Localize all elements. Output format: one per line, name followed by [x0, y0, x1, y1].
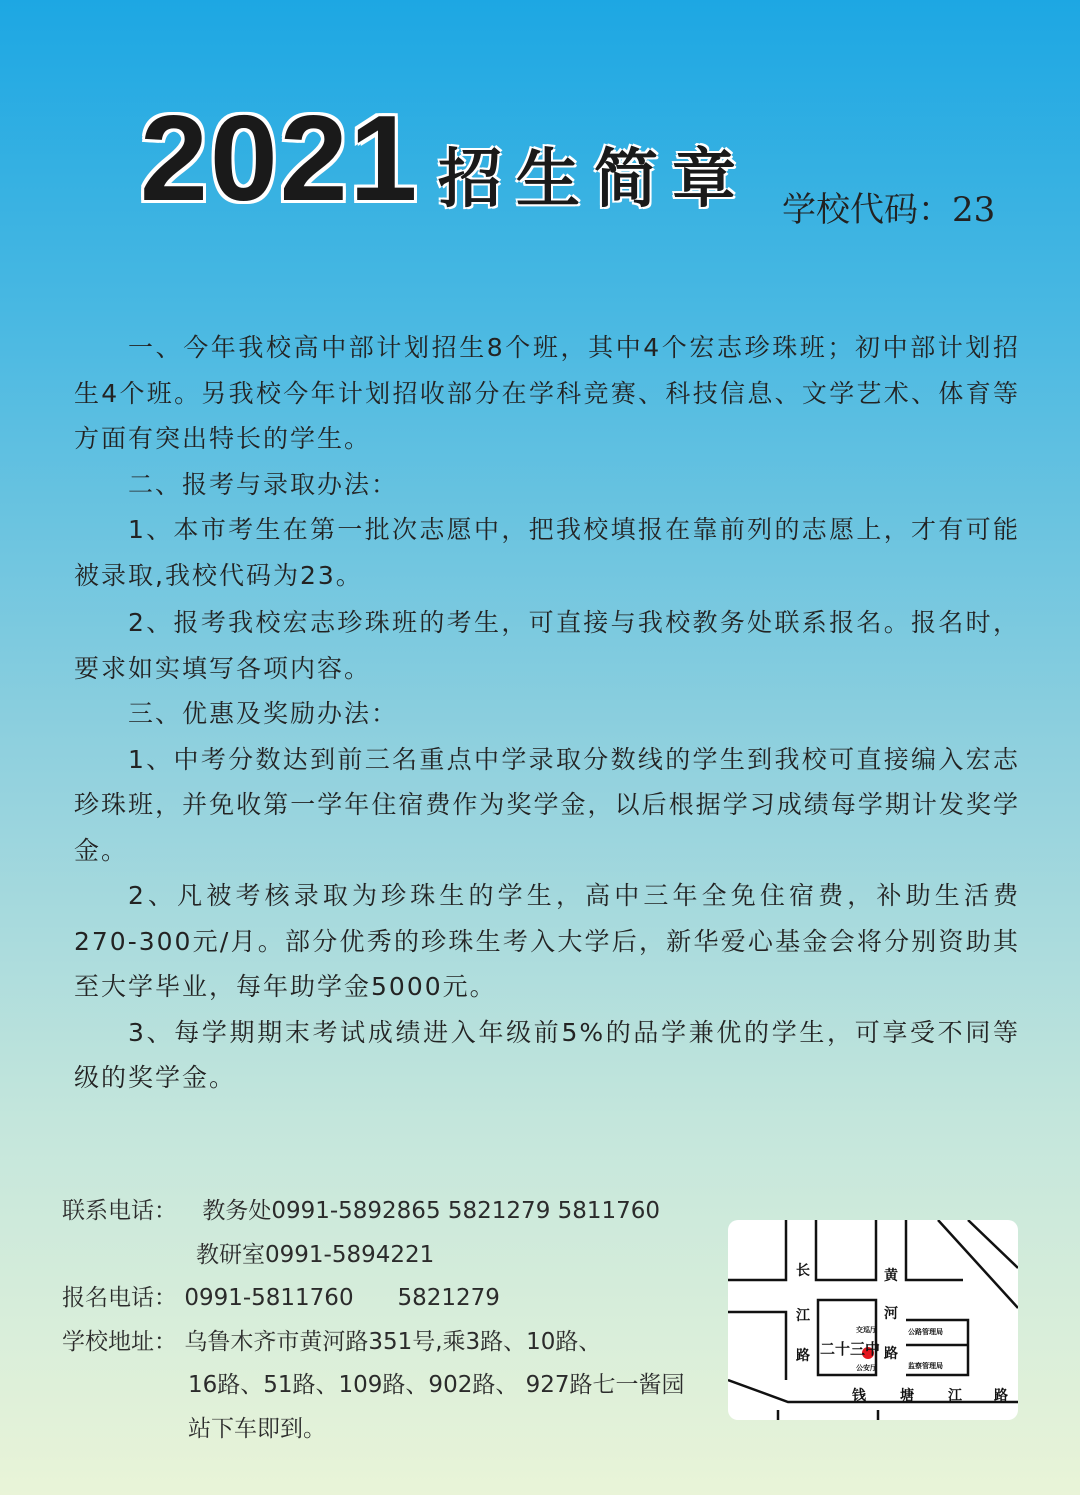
paragraph-1: 一、今年我校高中部计划招生8个班，其中4个宏志珍珠班；初中部计划招生4个班。另我校今年计划招收部分在学科竞赛、科技信息、文学艺术、体育等方面有突出特长的学生。 — [74, 333, 1020, 453]
paragraph-5: 三、优惠及奖励办法： — [128, 699, 399, 728]
road-huanghe-3: 路 — [884, 1346, 898, 1362]
police-hall-label: 公安厅 — [856, 1364, 877, 1372]
address-line-3: 站下车即到。 — [188, 1415, 326, 1442]
location-map — [728, 1220, 1018, 1420]
road-qiantang-2: 塘 — [900, 1388, 914, 1404]
address-label: 学校地址： — [62, 1328, 177, 1355]
road-qiantang-4: 路 — [994, 1388, 1008, 1404]
road-qiantang-1: 钱 — [852, 1388, 866, 1404]
contact-info — [62, 1190, 722, 1451]
enroll-label: 报名电话： — [62, 1285, 177, 1311]
school-code: 学校代码：23 — [782, 190, 996, 230]
road-changjiang-1: 长 — [796, 1263, 810, 1279]
road-changjiang-2: 江 — [796, 1308, 810, 1324]
road-changjiang-3: 路 — [796, 1348, 810, 1364]
enroll-value: 0991-5811760 5821279 — [184, 1285, 500, 1311]
road-qiantang-3: 江 — [948, 1388, 962, 1404]
school-label: 二十三中 — [820, 1340, 881, 1358]
address-row — [62, 1321, 722, 1365]
phone-line-2: 教研室0991-5894221 — [196, 1241, 435, 1268]
contact-phone-row-2 — [62, 1234, 722, 1278]
road-huanghe-1: 黄 — [884, 1268, 898, 1284]
paragraph-4: 2、报考我校宏志珍珠班的考生，可直接与我校教务处联系报名。报名时，要求如实填写各项内容。 — [74, 608, 1020, 683]
road-huanghe-2: 河 — [884, 1306, 898, 1322]
enrollment-body — [74, 325, 1020, 1101]
traffic-hall-label: 交巡厅 — [856, 1326, 877, 1334]
paragraph-6: 1、中考分数达到前三名重点中学录取分数线的学生到我校可直接编入宏志珍珠班，并免收第一学年住宿费作为奖学金，以后根据学习成绩每学期计发奖学金。 — [74, 744, 1020, 865]
paragraph-7: 2、凡被考核录取为珍珠生的学生，高中三年全免住宿费，补助生活费270-300元/月。部分优秀的珍珠生考入大学后，新华爱心基金会将分别资助其至大学毕业，每年助学金5000元。 — [74, 881, 1020, 1001]
bureau-1-label: 公路管理局 — [908, 1328, 943, 1336]
paragraph-8: 3、每学期期末考试成绩进入年级前5%的品学兼优的学生，可享受不同等级的奖学金。 — [74, 1017, 1020, 1092]
contact-phone-row — [62, 1190, 722, 1234]
title-year: 2021 — [140, 90, 420, 226]
map-drawing — [728, 1220, 1018, 1420]
phone-label: 联系电话： — [62, 1198, 177, 1224]
bureau-2-label: 监察管理局 — [908, 1362, 943, 1370]
address-row-3 — [62, 1408, 722, 1452]
enroll-phone-row — [62, 1277, 722, 1321]
address-line-2: 16路、51路、109路、902路、 927路七一酱园 — [188, 1372, 685, 1398]
address-row-2 — [62, 1364, 722, 1408]
title-text: 招生简章 — [438, 142, 750, 217]
paragraph-3: 1、本市考生在第一批次志愿中，把我校填报在靠前列的志愿上，才有可能被录取,我校代码为23。 — [74, 515, 1020, 590]
phone-line-1: 教务处0991-5892865 5821279 5811760 — [202, 1198, 661, 1224]
paragraph-2: 二、报考与录取办法： — [128, 469, 399, 499]
address-line-1: 乌鲁木齐市黄河路351号,乘3路、10路、 — [184, 1328, 602, 1355]
